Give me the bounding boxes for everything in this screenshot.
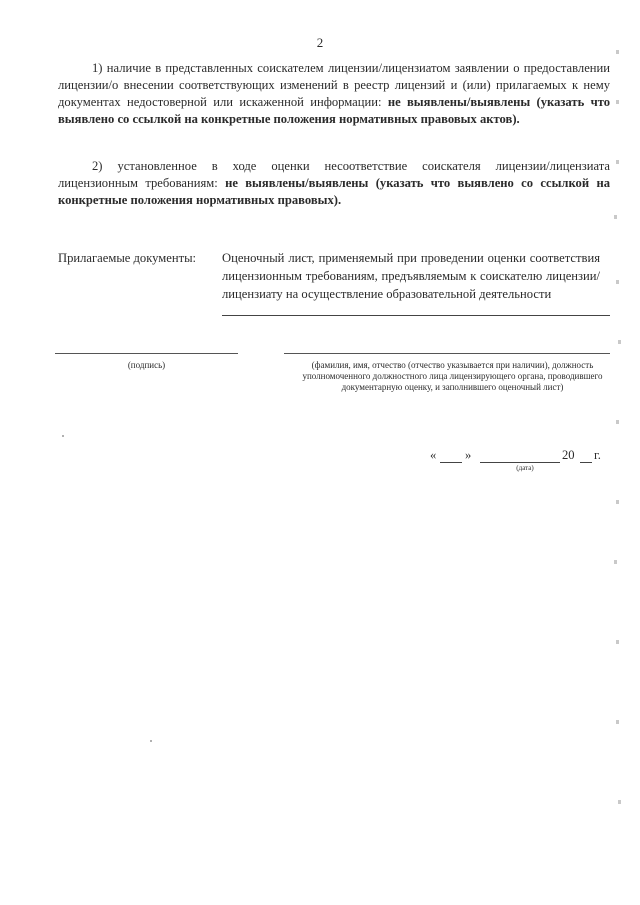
attached-documents-text: Оценочный лист, применяемый при проведении оценки соответствия лицензионным требованиям, предъявляемым к соискателю лицензии/лицензиату на осуществление образовательной деятельности <box>222 251 600 301</box>
signature-caption: (подпись) <box>127 360 166 370</box>
date-close-quote: » <box>465 448 472 462</box>
year-prefix: 20 <box>562 448 575 462</box>
scan-edge-artifacts <box>612 40 626 870</box>
page-number: 2 <box>316 35 324 50</box>
year-blank <box>580 462 592 463</box>
attached-documents-label: Прилагаемые документы: <box>58 251 197 265</box>
signature-line <box>55 353 238 354</box>
day-blank <box>440 462 462 463</box>
paragraph-2-text: 2) установленное в ходе оценки несоответствие соискателя лицензии/лицензиата лицензионным требованиям: <box>58 159 610 190</box>
paragraph-1 <box>58 60 610 128</box>
date-open-quote: « <box>430 448 437 462</box>
year-suffix: г. <box>594 448 601 462</box>
scan-speck <box>150 740 152 742</box>
paragraph-2 <box>58 158 610 209</box>
date-caption: (дата) <box>516 464 534 472</box>
name-line <box>284 353 610 354</box>
paragraph-1-bold: не выявлены/выявлены (указать что выявлено со ссылкой на конкретные положения нормативных правовых актов). <box>58 95 611 126</box>
scan-speck <box>62 435 64 437</box>
paragraph-1-text: 1) наличие в представленных соискателем лицензии/лицензиатом заявлении о предоставлении лицензии/о внесении соответствующих изменений в реестр лицензий и (или) прилагаемых к нему документах недостоверной или искаженной информации: <box>58 61 610 109</box>
paragraph-2-bold: не выявлены/выявлены (указать что выявлено со ссылкой на конкретные положения нормативных правовых). <box>58 176 611 207</box>
attached-underline <box>222 315 610 316</box>
name-caption: (фамилия, имя, отчество (отчество указывается при наличии), должность уполномоченного должностного лица лицензирующего органа, проводившего документарную оценку, и заполнившего оценочный лист) <box>302 360 603 392</box>
